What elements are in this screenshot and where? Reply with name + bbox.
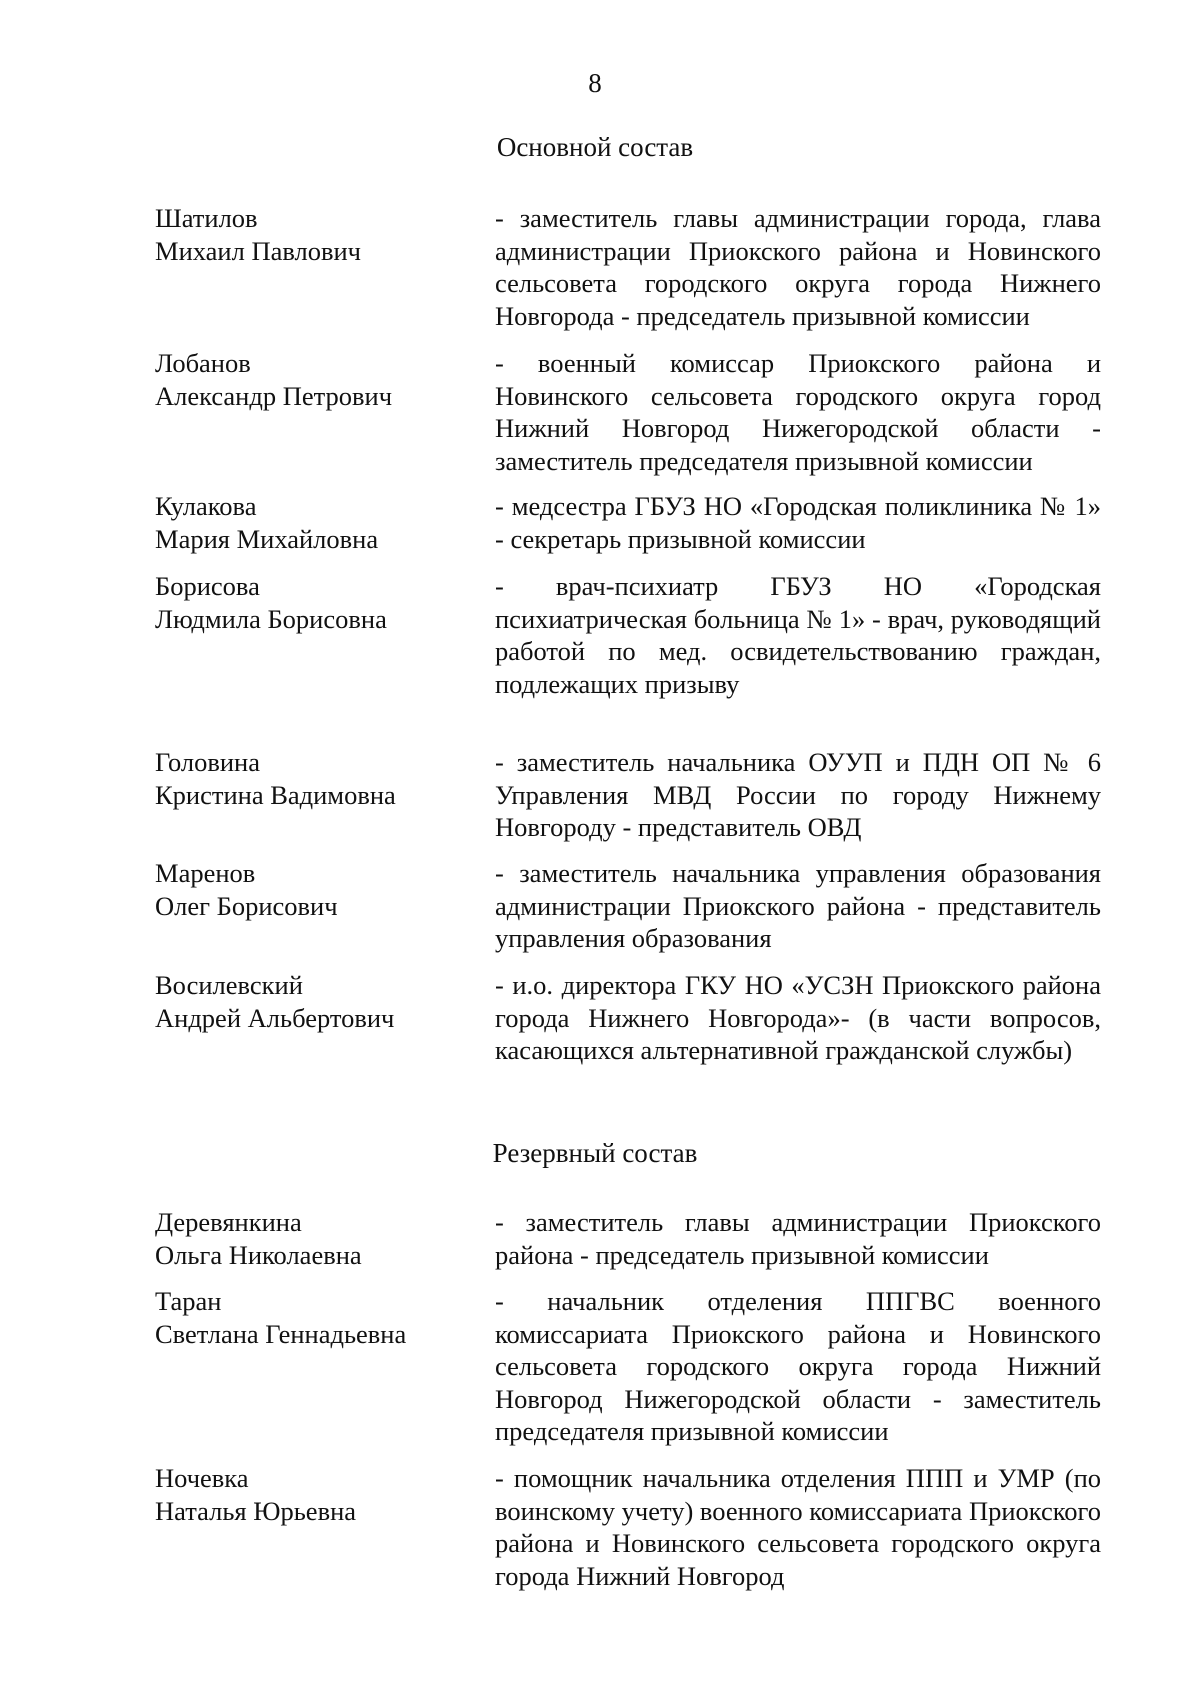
- member-role: - военный комиссар Приокского района и Новинского сельсовета городского округа город Нижний Новгород Нижегородской области - заместитель председателя призывной комиссии: [495, 348, 1101, 476]
- member-role: - заместитель главы администрации Приокского района - председатель призывной комиссии: [495, 1207, 1101, 1270]
- member-given-name: Ольга Николаевна: [155, 1239, 362, 1270]
- member-name: [155, 1462, 475, 1527]
- member-role: - заместитель начальника управления образования администрации Приокского района - представитель управления образования: [495, 858, 1101, 953]
- member-given-name: Мария Михайловна: [155, 523, 379, 554]
- section-heading-main: Основной состав: [496, 132, 694, 162]
- member-name: [155, 490, 475, 555]
- member-surname: Восилевский: [155, 970, 303, 1000]
- member-surname: Таран: [155, 1286, 222, 1316]
- member-role: - врач-психиатр ГБУЗ НО «Городская психиатрическая больница № 1» - врач, руководящий работой по мед. освидетельствованию граждан, подлежащих призыву: [495, 571, 1101, 699]
- member-surname: Маренов: [155, 858, 256, 888]
- member-name: [155, 969, 475, 1034]
- page-number: 8: [588, 68, 602, 98]
- member-name: [155, 570, 475, 635]
- member-given-name: Александр Петрович: [155, 380, 393, 411]
- member-surname: Кулакова: [155, 491, 257, 521]
- member-name: [155, 857, 475, 922]
- member-role: - помощник начальника отделения ППП и УМР (по воинскому учету) военного комиссариата Приокского района и Новинского сельсовета городского округа города Нижний Новгород: [495, 1463, 1101, 1591]
- section-heading-reserve: Резервный состав: [492, 1138, 698, 1168]
- member-role: - медсестра ГБУЗ НО «Городская поликлиника № 1» - секретарь призывной комиссии: [495, 491, 1101, 554]
- member-role: - заместитель главы администрации города, глава администрации Приокского района и Новинского сельсовета городского округа города Нижнего Новгорода - председатель призывной комиссии: [495, 203, 1101, 331]
- member-surname: Лобанов: [155, 348, 251, 378]
- member-surname: Борисова: [155, 571, 260, 601]
- member-role: - начальник отделения ППГВС военного комиссариата Приокского района и Новинского сельсовета городского округа города Нижний Новгород Нижегородской области - заместитель председателя призывной комиссии: [495, 1286, 1101, 1446]
- member-name: [155, 746, 475, 811]
- member-surname: Деревянкина: [155, 1207, 302, 1237]
- member-given-name: Людмила Борисовна: [155, 603, 387, 634]
- member-given-name: Андрей Альбертович: [155, 1002, 395, 1033]
- member-role: - заместитель начальника ОУУП и ПДН ОП № 6 Управления МВД России по городу Нижнему Новгороду - представитель ОВД: [495, 747, 1101, 842]
- member-given-name: Наталья Юрьевна: [155, 1495, 357, 1526]
- member-name: [155, 1285, 475, 1350]
- member-name: [155, 347, 475, 412]
- member-name: [155, 202, 475, 267]
- member-name: [155, 1206, 475, 1271]
- member-surname: Головина: [155, 747, 261, 777]
- member-surname: Ночевка: [155, 1463, 249, 1493]
- member-given-name: Михаил Павлович: [155, 235, 361, 266]
- member-given-name: Кристина Вадимовна: [155, 779, 396, 810]
- member-surname: Шатилов: [155, 203, 258, 233]
- member-role: - и.о. директора ГКУ НО «УСЗН Приокского района города Нижнего Новгорода»- (в части вопросов, касающихся альтернативной гражданской службы): [495, 970, 1101, 1065]
- member-given-name: Светлана Геннадьевна: [155, 1318, 407, 1349]
- member-given-name: Олег Борисович: [155, 890, 338, 921]
